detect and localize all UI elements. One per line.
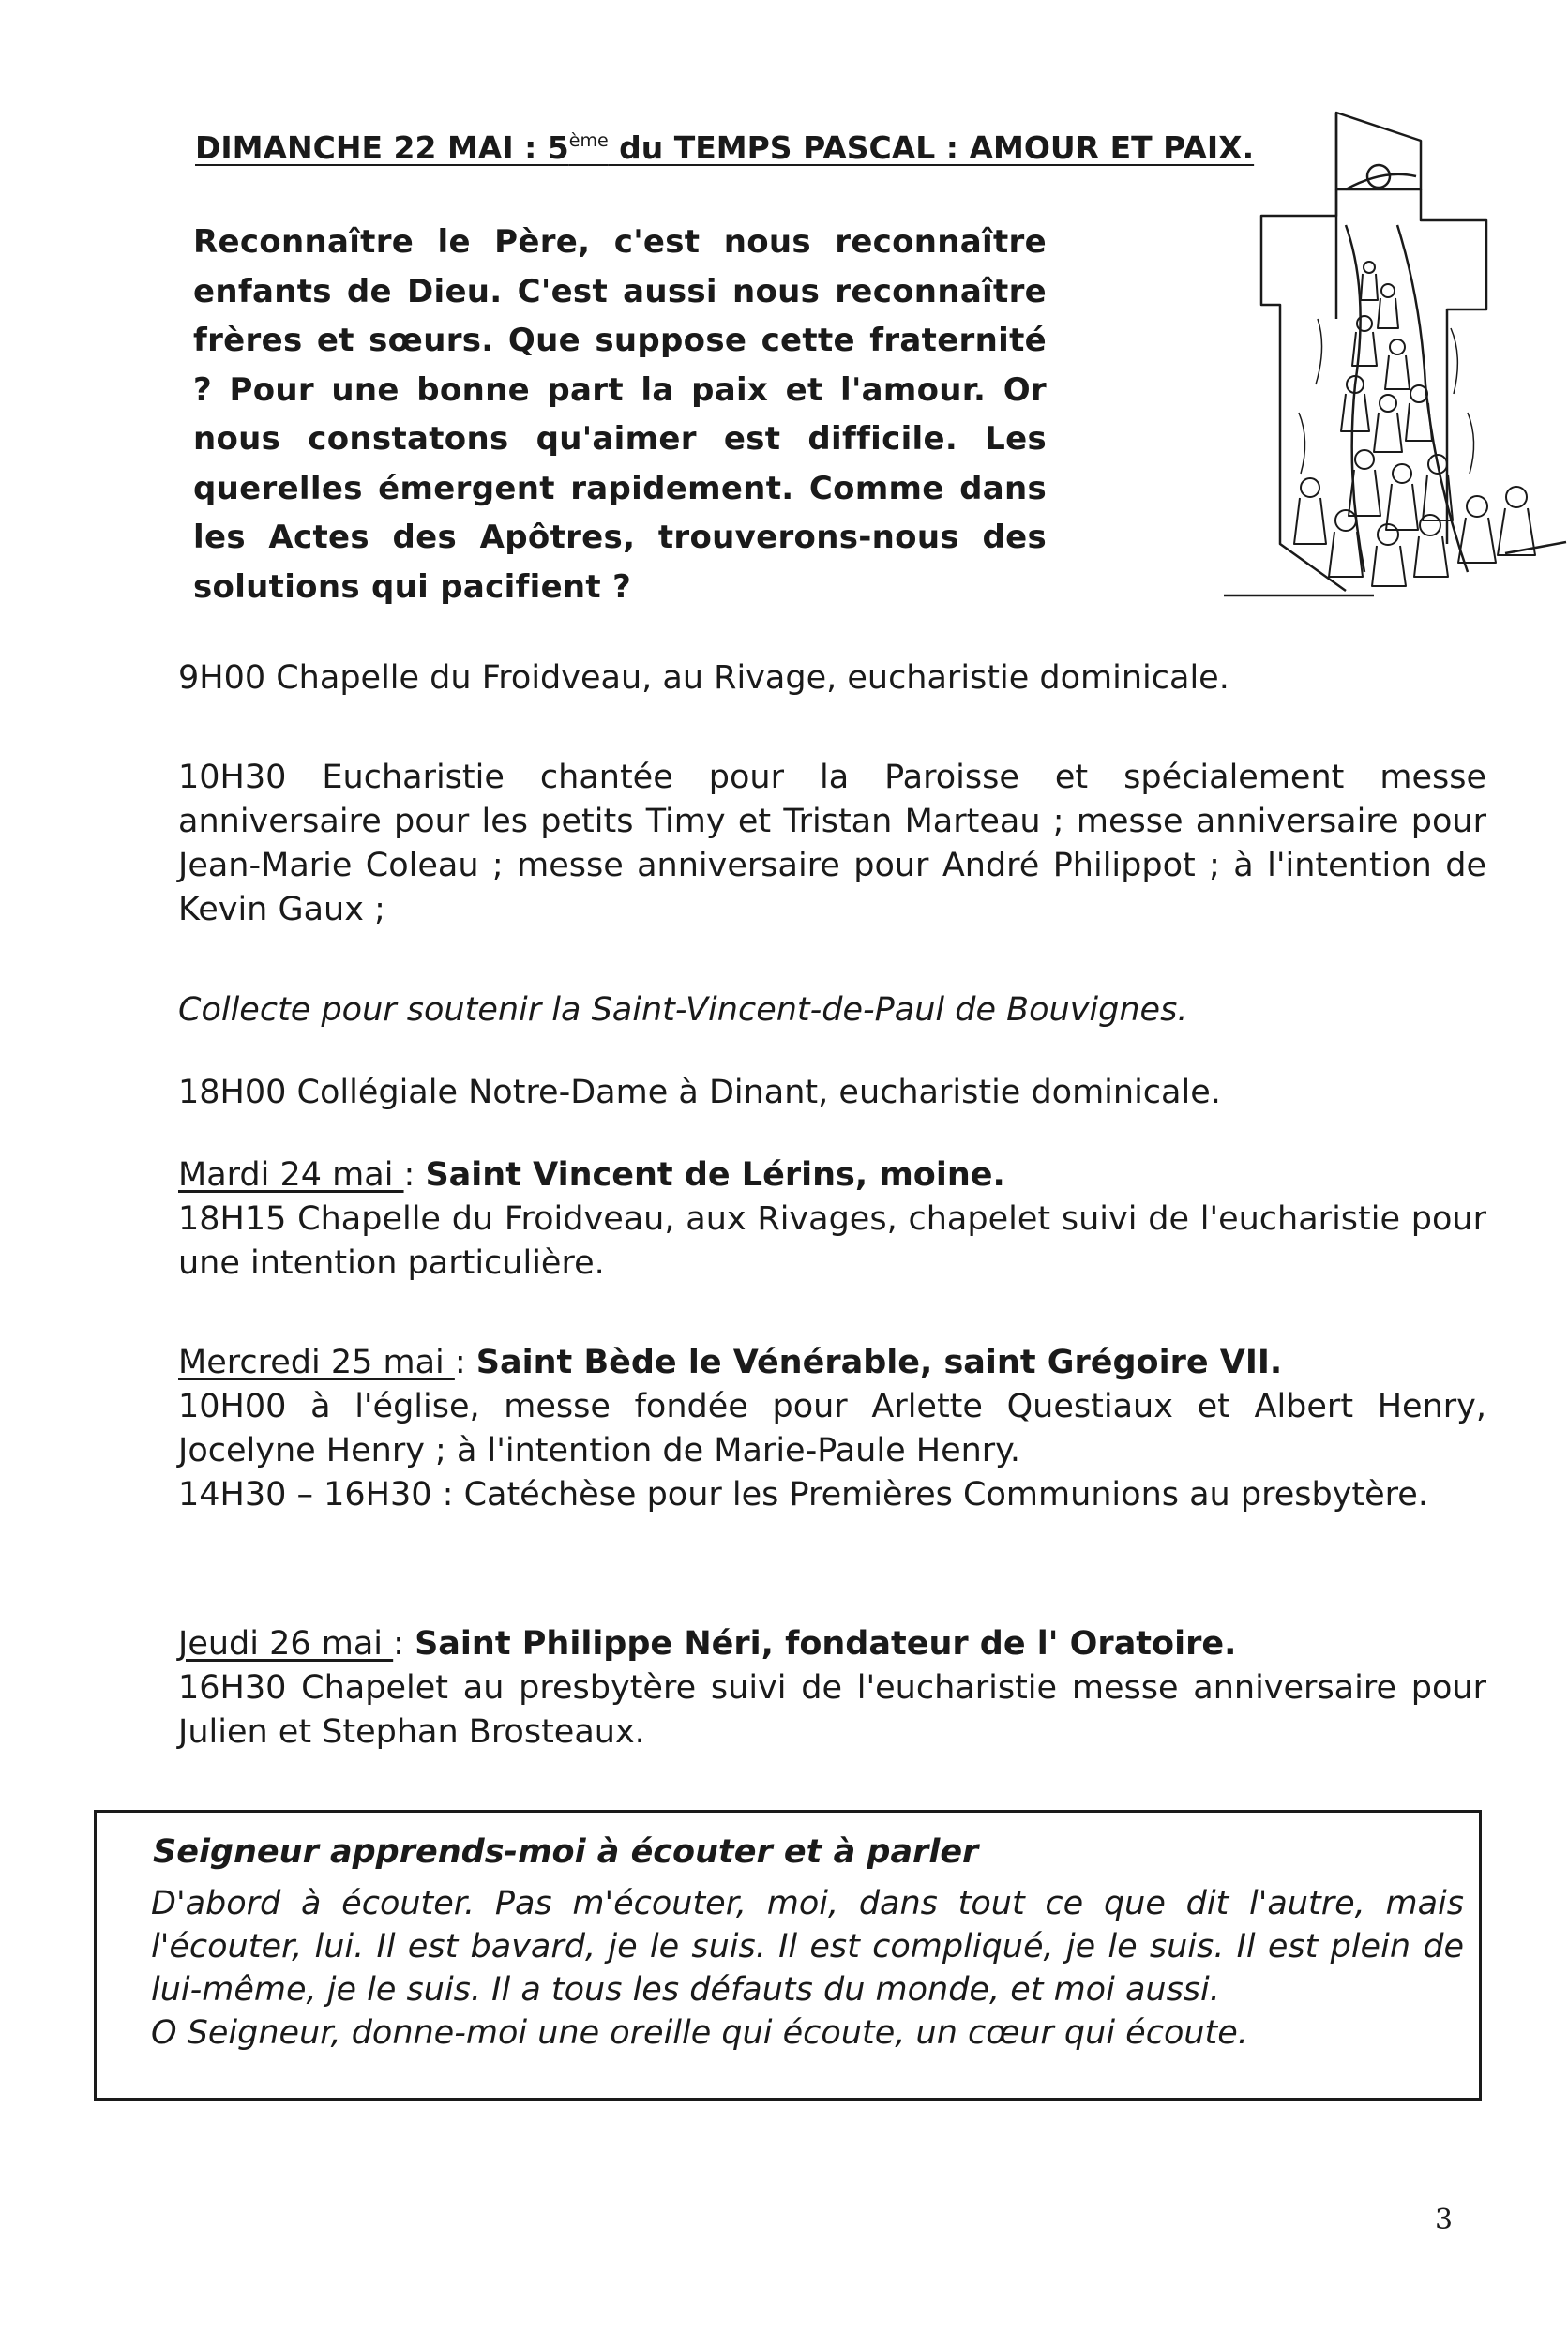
day-saint: Saint Bède le Vénérable, saint Grégoire VII. <box>475 1344 1283 1381</box>
page-number: 3 <box>1435 2204 1454 2237</box>
cross-crowd-icon <box>1205 103 1568 614</box>
day-date: Jeudi 26 mai <box>178 1625 394 1663</box>
day-separator: : <box>393 1625 415 1663</box>
prayer-text-2: O Seigneur, donne-moi une oreille qui écoute, un cœur qui écoute. <box>151 2014 1248 2052</box>
day-heading <box>178 1341 1486 1385</box>
prayer-box <box>94 1810 1482 2101</box>
title-part-1: DIMANCHE 22 MAI : 5 <box>195 129 569 166</box>
intro-paragraph: Reconnaître le Père, c'est nous reconnaître enfants de Dieu. C'est aussi nous reconnaître frères et sœurs. Que suppose cette fraternité ? Pour une bonne part la paix et l'amour. Or nous constatons qu'aimer est difficile. Les querelles émergent rapidement. Comme dans les Actes des Apôtres, trouverons-nous des solutions qui pacifient ? <box>193 223 1047 606</box>
prayer-title: Seigneur apprends-moi à écouter et à parler <box>153 1833 979 1871</box>
day-entry-wednesday <box>178 1341 1486 1517</box>
day-separator: : <box>454 1344 476 1381</box>
day-saint: Saint Vincent de Lérins, moine. <box>425 1156 1005 1194</box>
title-superscript: ème <box>568 130 609 151</box>
day-text: 10H00 à l'église, messe fondée pour Arlette Questiaux et Albert Henry, Jocelyne Henry ; à l'intention de Marie-Paule Henry. <box>178 1388 1486 1469</box>
page-title <box>195 129 1254 166</box>
prayer-text <box>151 1882 1464 2055</box>
collecte-note: Collecte pour soutenir la Saint-Vincent-de-Paul de Bouvignes. <box>178 991 1188 1029</box>
day-text-2: 14H30 – 16H30 : Catéchèse pour les Premières Communions au presbytère. <box>178 1476 1428 1514</box>
day-heading <box>178 1622 1486 1666</box>
day-separator: : <box>403 1156 426 1194</box>
mass-9h: 9H00 Chapelle du Froidveau, au Rivage, eucharistie dominicale. <box>178 659 1229 697</box>
day-text: 16H30 Chapelet au presbytère suivi de l'eucharistie messe anniversaire pour Julien et Stephan Brosteaux. <box>178 1669 1486 1751</box>
title-part-2: du TEMPS PASCAL : AMOUR ET PAIX. <box>608 129 1255 166</box>
day-saint: Saint Philippe Néri, fondateur de l' Oratoire. <box>415 1625 1237 1663</box>
day-entry-tuesday <box>178 1153 1486 1286</box>
mass-10h30: 10H30 Eucharistie chantée pour la Paroisse et spécialement messe anniversaire pour les petits Timy et Tristan Marteau ; messe anniversaire pour Jean-Marie Coleau ; messe anniversaire pour André Philippot ; à l'intention de Kevin Gaux ; <box>178 759 1486 928</box>
prayer-text-1: D'abord à écouter. Pas m'écouter, moi, dans tout ce que dit l'autre, mais l'écouter, lui. Il est bavard, je le suis. Il est compliqué, je le suis. Il est plein de lui-même, je le suis. Il a tous les défauts du monde, et moi aussi. <box>151 1885 1464 2009</box>
day-date: Mardi 24 mai <box>178 1156 404 1194</box>
mass-18h: 18H00 Collégiale Notre-Dame à Dinant, eucharistie dominicale. <box>178 1074 1221 1111</box>
day-date: Mercredi 25 mai <box>178 1344 455 1381</box>
day-heading <box>178 1153 1486 1198</box>
day-text: 18H15 Chapelle du Froidveau, aux Rivages, chapelet suivi de l'eucharistie pour une intention particulière. <box>178 1200 1486 1282</box>
day-entry-thursday <box>178 1622 1486 1755</box>
